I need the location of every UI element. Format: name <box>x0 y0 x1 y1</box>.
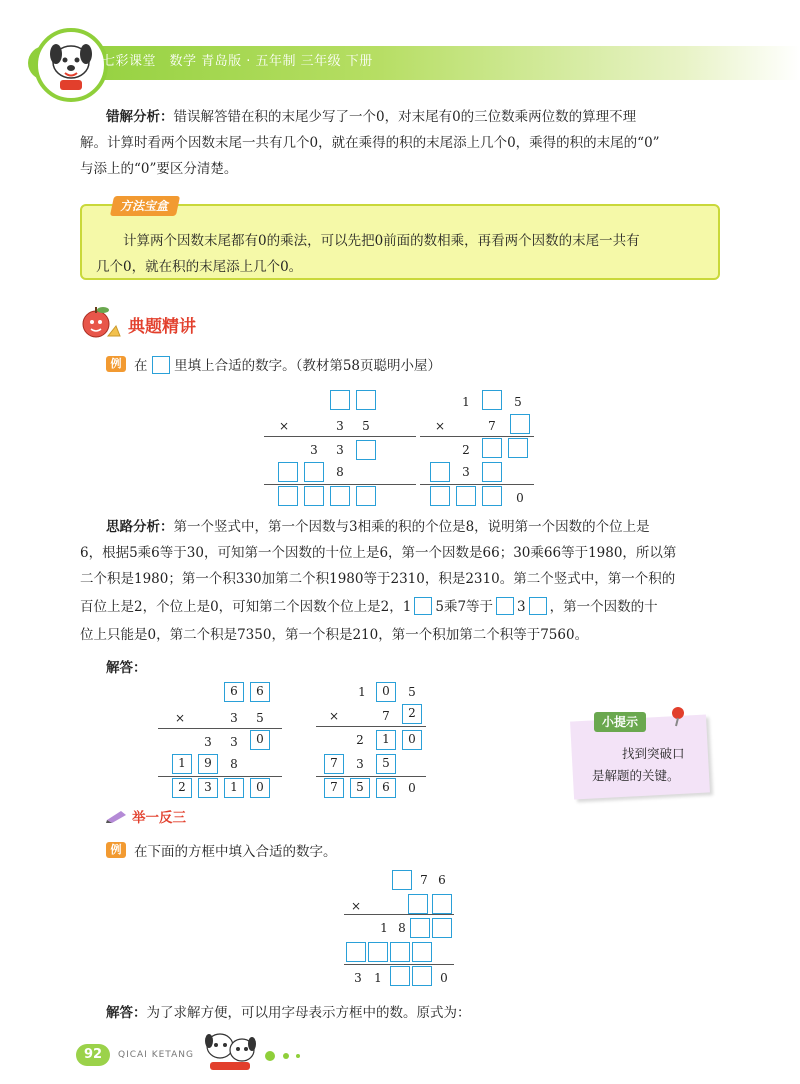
puzzle2-digit: 3 <box>462 465 470 479</box>
example2-text: 在下面的方框中填入合适的数字。 <box>134 844 337 860</box>
analysis-line4-a: 百位上是2，个位上是0，可知第二个因数个位上是2，1 <box>80 599 412 615</box>
answer2-box: 5 <box>376 754 396 774</box>
error-analysis-line1: 错误解答错在积的末尾少写了一个0，对末尾有0的三位数乘两位数的算理不理 <box>173 109 637 125</box>
puzzle1-rule <box>264 436 416 437</box>
puzzle2-box-m2-ones[interactable] <box>510 414 530 434</box>
puzzle3-digit: 7 <box>420 873 428 887</box>
example-text-after: 里填上合适的数字。（教材第58页聪明小屋） <box>174 358 442 374</box>
puzzle1-digit: 5 <box>362 419 370 433</box>
analysis-text: 第一个竖式中，第一个因数与3相乘的积的个位是8，说明第一个因数的个位上是 <box>173 519 650 535</box>
answer1-box: 3 <box>198 778 218 798</box>
answer1-box: 1 <box>224 778 244 798</box>
analysis-line5: 位上只能是0，第二个积是7350，第一个积是210，第一个积加第二个积等于7560。 <box>80 627 589 643</box>
puzzle1-box-p1-ones[interactable] <box>356 440 376 460</box>
answer1-box: 0 <box>250 730 270 750</box>
inline-box <box>529 597 547 615</box>
puzzle3-rule <box>344 964 454 965</box>
footer-brand: QICAI KETANG <box>118 1050 194 1060</box>
analysis-line2: 6，根据5乘6等于30，可知第一个因数的十位上是6，第一个因数是66；30乘66等于1980，所以第 <box>80 545 677 561</box>
puzzle1-times: × <box>278 419 290 433</box>
puzzle3-box-p2-b[interactable] <box>368 942 388 962</box>
method-box-line2: 几个0，就在积的末尾添上几个0。 <box>96 259 303 275</box>
answer2-box: 5 <box>350 778 370 798</box>
example-tag: 例 <box>106 356 126 372</box>
puzzle2-digit: 7 <box>488 419 496 433</box>
answer2-digit: 1 <box>358 685 366 699</box>
puzzle1-box-p2-a[interactable] <box>278 462 298 482</box>
answer2-rule <box>316 726 426 727</box>
puzzle3-digit: 8 <box>398 921 406 935</box>
puzzle2-box-r1[interactable] <box>430 486 450 506</box>
analysis-label: 思路分析： <box>106 519 174 535</box>
puzzle-1 <box>262 388 422 508</box>
puzzle2-box-p1-c[interactable] <box>508 438 528 458</box>
answer1-times: × <box>174 711 186 725</box>
inline-box <box>414 597 432 615</box>
example2-tag: 例 <box>106 842 126 858</box>
method-box-tag: 方法宝盒 <box>110 196 180 216</box>
answer-2 <box>316 680 446 800</box>
puzzle3-box-p2-c[interactable] <box>390 942 410 962</box>
answer2-digit: 7 <box>382 709 390 723</box>
answer1-digit: 5 <box>256 711 264 725</box>
apple-mascot-icon <box>76 304 122 344</box>
answer2-box: 6 <box>376 778 396 798</box>
footer-mascot-icon <box>196 1026 262 1082</box>
answer-1 <box>158 680 288 800</box>
answer1-digit: 8 <box>230 757 238 771</box>
error-analysis-line3: 与添上的“0”要区分清楚。 <box>80 161 238 177</box>
puzzle1-box-m1-ones[interactable] <box>356 390 376 410</box>
puzzle3-rule <box>344 914 454 915</box>
puzzle-2 <box>420 388 560 512</box>
answer1-digit: 3 <box>230 735 238 749</box>
analysis-line4-b: 5乘7等于 <box>435 599 494 615</box>
puzzle1-box-r3[interactable] <box>330 486 350 506</box>
puzzle2-digit: 2 <box>462 443 470 457</box>
answer2-box: 7 <box>324 754 344 774</box>
puzzle3-box-p1-a[interactable] <box>410 918 430 938</box>
example-text-before: 在 <box>134 358 148 374</box>
answer1-box: 9 <box>198 754 218 774</box>
method-box <box>80 204 720 280</box>
answer2-digit: 2 <box>356 733 364 747</box>
puzzle1-digit: 3 <box>310 443 318 457</box>
dog-mascot-icon <box>38 32 104 98</box>
header-title: 七彩课堂 数学 青岛版 · 五年制 三年级 下册 <box>102 54 373 69</box>
answer1-box: 0 <box>250 778 270 798</box>
puzzle3-digit: 1 <box>374 971 382 985</box>
puzzle2-box-p2-a[interactable] <box>430 462 450 482</box>
puzzle2-box-p1-b[interactable] <box>482 438 502 458</box>
answer1-box: 1 <box>172 754 192 774</box>
error-analysis-label: 错解分析： <box>106 109 174 125</box>
answer2-box: 2 <box>402 704 422 724</box>
puzzle1-box-m1-tens[interactable] <box>330 390 350 410</box>
answer1-box: 6 <box>224 682 244 702</box>
puzzle3-digit: 0 <box>440 971 448 985</box>
puzzle1-box-r2[interactable] <box>304 486 324 506</box>
example-text <box>134 354 441 374</box>
solution-label: 解答： <box>106 1005 147 1021</box>
analysis-line4-d: ，第一个因数的十 <box>549 599 658 615</box>
puzzle2-box-p2-c[interactable] <box>482 462 502 482</box>
puzzle3-box-m2-b[interactable] <box>432 894 452 914</box>
tip-note-line1: 找到突破口 <box>622 746 685 761</box>
solution-line <box>106 1000 720 1026</box>
error-analysis <box>106 104 720 130</box>
puzzle2-digit: 1 <box>462 395 470 409</box>
answer2-times: × <box>328 709 340 723</box>
puzzle3-box-m2-a[interactable] <box>408 894 428 914</box>
answer1-digit: 3 <box>230 711 238 725</box>
puzzle2-rule <box>420 436 534 437</box>
puzzle1-rule <box>264 484 416 485</box>
mascot-logo-icon <box>34 28 108 102</box>
answer2-rule <box>316 776 426 777</box>
pencil-icon <box>106 808 128 827</box>
puzzle1-digit: 8 <box>336 465 344 479</box>
answer1-digit: 3 <box>204 735 212 749</box>
puzzle3-digit: 3 <box>354 971 362 985</box>
puzzle3-box-p1-b[interactable] <box>432 918 452 938</box>
answer2-box: 1 <box>376 730 396 750</box>
solution-text: 为了求解方便，可以用字母表示方框中的数。原式为： <box>146 1005 471 1021</box>
analysis-line3: 二个积是1980；第一个积330加第二个积1980等于2310，积是2310。第二个竖式中，第一个积的 <box>80 571 676 587</box>
puzzle3-digit: 1 <box>380 921 388 935</box>
answer-label: 解答： <box>106 660 147 676</box>
puzzle-3 <box>344 868 464 992</box>
pin-icon <box>666 704 690 732</box>
method-box-line1: 计算两个因数末尾都有0的乘法，可以先把0前面的数相乘，再看两个因数的末尾一共有 <box>123 233 640 249</box>
answer1-box: 2 <box>172 778 192 798</box>
puzzle1-box-r4[interactable] <box>356 486 376 506</box>
analysis-line4-c: 3 <box>517 599 526 615</box>
puzzle3-box-m1[interactable] <box>392 870 412 890</box>
answer2-box: 0 <box>402 730 422 750</box>
tip-note-line2: 是解题的关键。 <box>592 768 680 783</box>
answer1-rule <box>158 728 282 729</box>
puzzle1-box-p2-b[interactable] <box>304 462 324 482</box>
answer2-digit: 5 <box>408 685 416 699</box>
puzzle3-box-r-b[interactable] <box>412 966 432 986</box>
error-analysis-line2: 解。计算时看两个因数末尾一共有几个0，就在乘得的积的末尾添上几个0，乘得的积的末尾的“0” <box>80 135 660 151</box>
answer2-digit: 0 <box>408 781 416 795</box>
sub-section-title: 举一反三 <box>132 810 186 826</box>
answer2-box: 0 <box>376 682 396 702</box>
puzzle2-rule <box>420 484 534 485</box>
answer2-box: 7 <box>324 778 344 798</box>
puzzle1-digit: 3 <box>336 419 344 433</box>
puzzle3-box-p2-d[interactable] <box>412 942 432 962</box>
section-title: 典题精讲 <box>128 317 196 337</box>
analysis-line4 <box>80 594 720 620</box>
answer2-digit: 3 <box>356 757 364 771</box>
page-number: 92 <box>76 1044 110 1066</box>
puzzle3-box-r-a[interactable] <box>390 966 410 986</box>
puzzle2-digit: 0 <box>516 491 524 505</box>
answer1-box: 6 <box>250 682 270 702</box>
puzzle3-times: × <box>350 899 362 913</box>
inline-answer-box <box>152 356 170 374</box>
footer-dots-icon <box>264 1048 308 1067</box>
analysis-line1 <box>106 514 720 540</box>
puzzle2-box-m1-tens[interactable] <box>482 390 502 410</box>
puzzle2-times: × <box>434 419 446 433</box>
puzzle2-box-r2[interactable] <box>456 486 476 506</box>
puzzle3-digit: 6 <box>438 873 446 887</box>
puzzle1-box-r1[interactable] <box>278 486 298 506</box>
puzzle2-box-r3[interactable] <box>482 486 502 506</box>
puzzle3-box-p2-a[interactable] <box>346 942 366 962</box>
puzzle2-digit: 5 <box>514 395 522 409</box>
answer1-rule <box>158 776 282 777</box>
tip-note-tag: 小提示 <box>594 712 646 732</box>
inline-box <box>496 597 514 615</box>
puzzle1-digit: 3 <box>336 443 344 457</box>
